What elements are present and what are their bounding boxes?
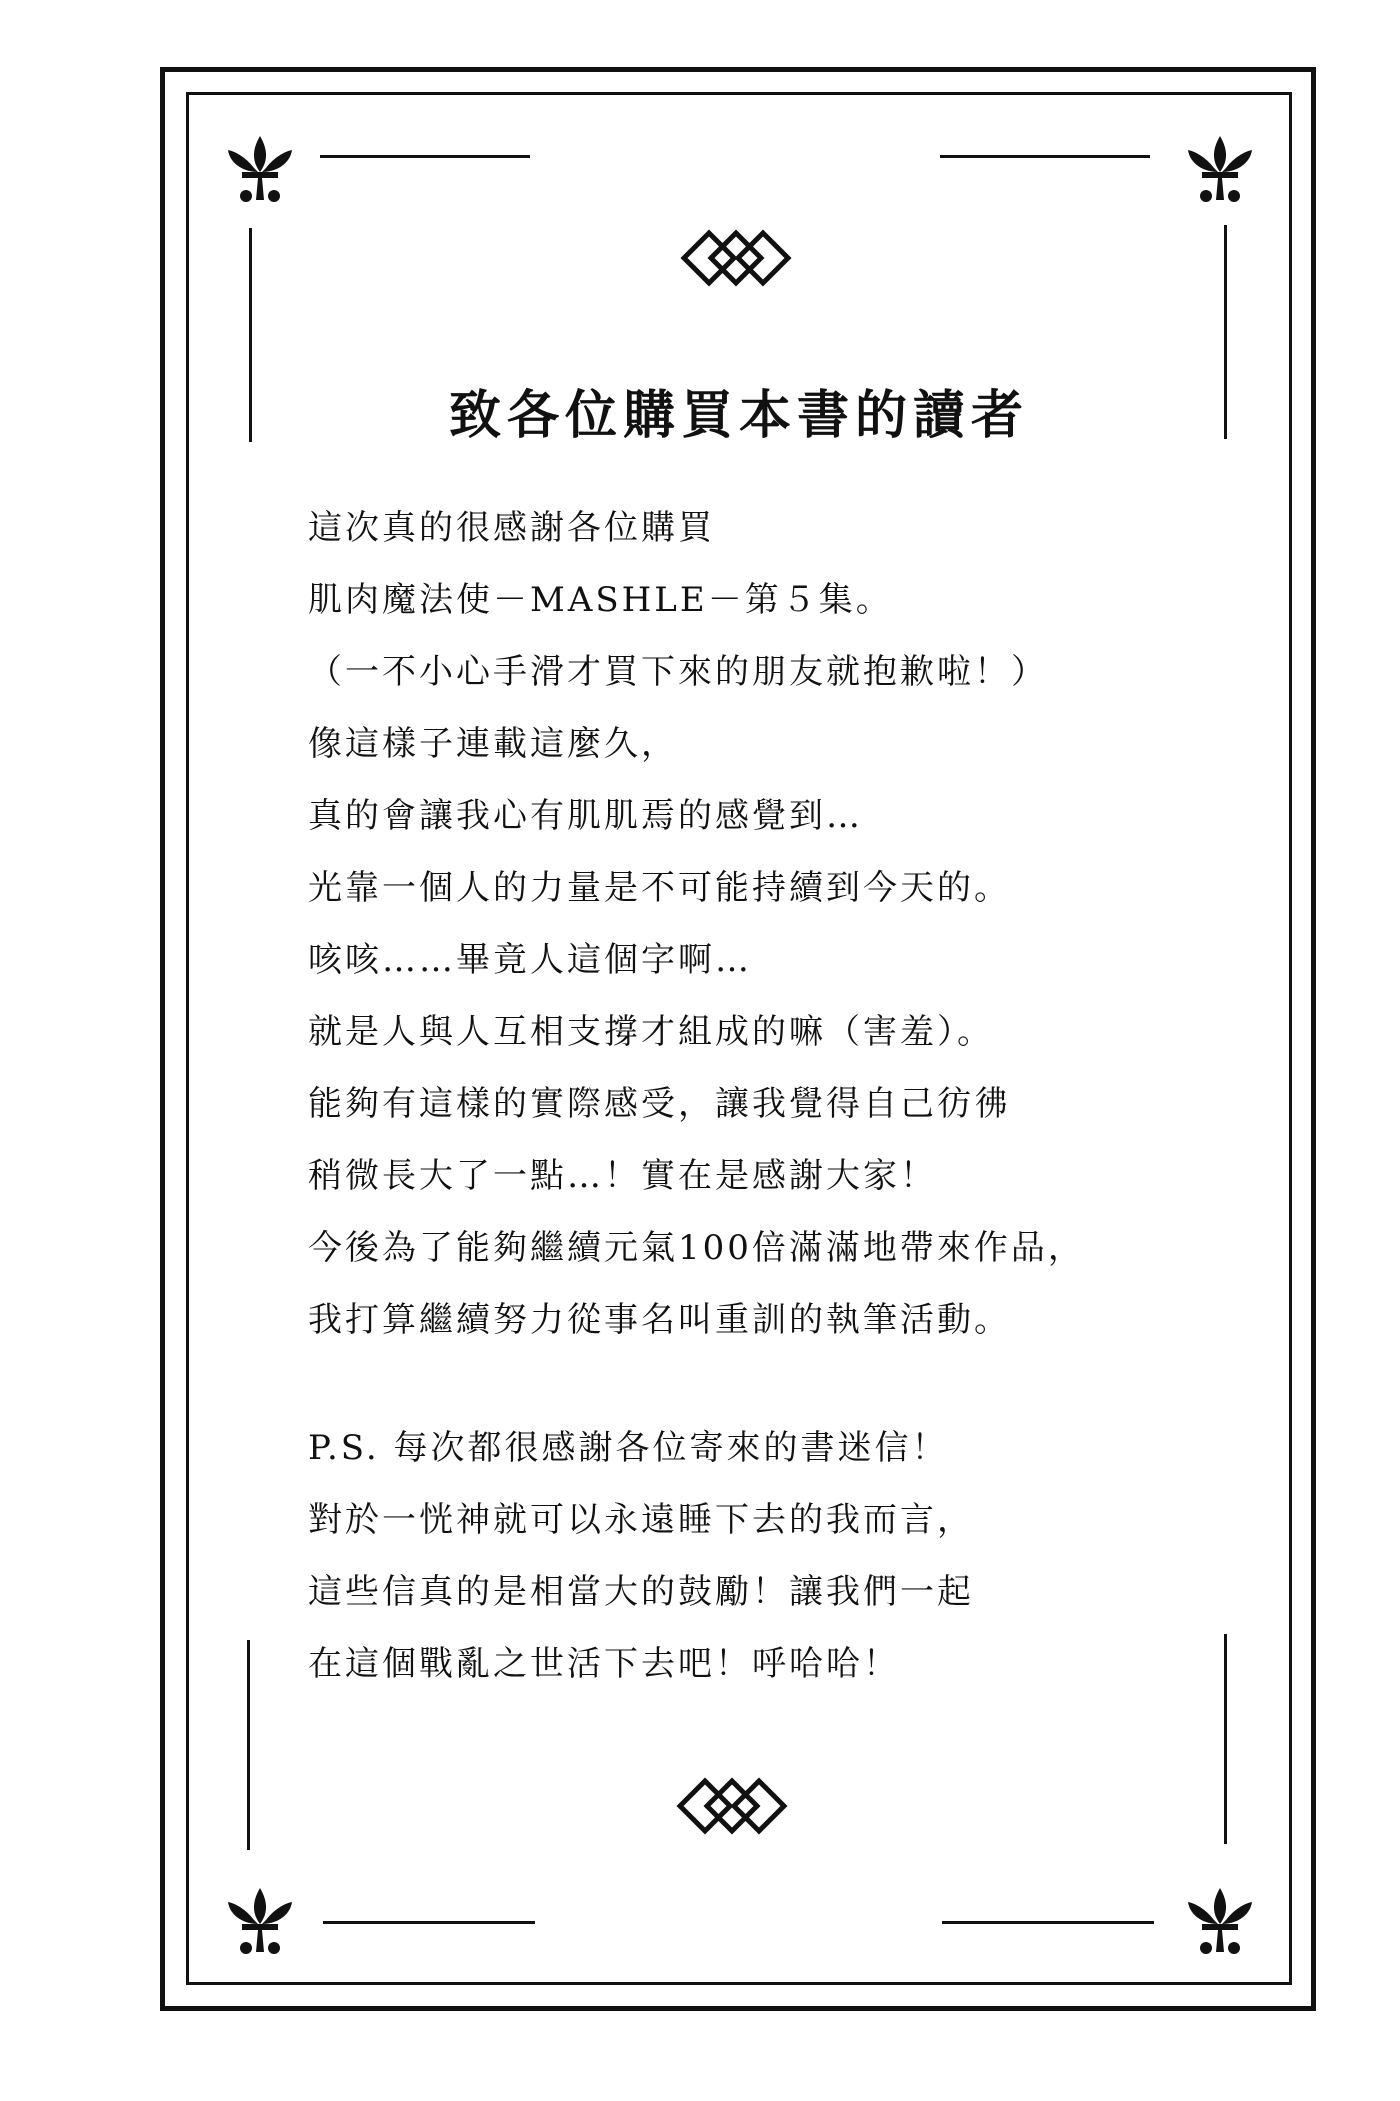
bottom-left-rule bbox=[323, 1921, 535, 1924]
top-left-rule bbox=[320, 155, 530, 158]
letter-line: 我打算繼續努力從事名叫重訓的執筆活動。 bbox=[308, 1300, 1011, 1340]
knot-ornament-icon bbox=[676, 225, 796, 291]
postscript-line: 在這個戰亂之世活下去吧！呼哈哈！ bbox=[308, 1644, 900, 1684]
postscript bbox=[308, 1412, 1188, 1700]
letter-line: 能夠有這樣的實際感受，讓我覺得自己彷彿 bbox=[308, 1084, 1011, 1124]
letter-line: 咳咳……畢竟人這個字啊… bbox=[308, 940, 752, 980]
letter-line: 真的會讓我心有肌肌焉的感覺到… bbox=[308, 796, 863, 836]
letter-line: 今後為了能夠繼續元氣100倍滿滿地帶來作品， bbox=[308, 1228, 1085, 1268]
fleur-de-lis-icon bbox=[1180, 1880, 1260, 1960]
postscript-line: 這些信真的是相當大的鼓勵！讓我們一起 bbox=[308, 1572, 974, 1612]
letter-line: 肌肉魔法使－MASHLE－第５集。 bbox=[308, 580, 893, 620]
letter-line: 光靠一個人的力量是不可能持續到今天的。 bbox=[308, 868, 1011, 908]
letter-line: （一不小心手滑才買下來的朋友就抱歉啦！） bbox=[308, 652, 1048, 692]
letter-line: 像這樣子連載這麼久， bbox=[308, 724, 678, 764]
letter-line: 就是人與人互相支撐才組成的嘛（害羞）。 bbox=[308, 1012, 994, 1052]
fleur-de-lis-icon bbox=[220, 128, 300, 208]
fleur-de-lis-icon bbox=[220, 1880, 300, 1960]
postscript-line: P.S. 每次都很感謝各位寄來的書迷信！ bbox=[308, 1428, 949, 1468]
top-right-rule bbox=[940, 155, 1150, 158]
postscript-line: 對於一恍神就可以永遠睡下去的我而言， bbox=[308, 1500, 974, 1540]
right-lower-rule bbox=[1224, 1634, 1227, 1844]
letter-line: 這次真的很感謝各位購買 bbox=[308, 508, 715, 548]
letter-body bbox=[308, 492, 1188, 1356]
left-lower-rule bbox=[247, 1640, 250, 1850]
letter-line: 稍微長大了一點…！實在是感謝大家！ bbox=[308, 1156, 937, 1196]
bottom-right-rule bbox=[942, 1921, 1154, 1924]
knot-ornament-icon bbox=[672, 1773, 792, 1839]
fleur-de-lis-icon bbox=[1180, 128, 1260, 208]
letter-title: 致各位購買本書的讀者 bbox=[448, 385, 1029, 446]
